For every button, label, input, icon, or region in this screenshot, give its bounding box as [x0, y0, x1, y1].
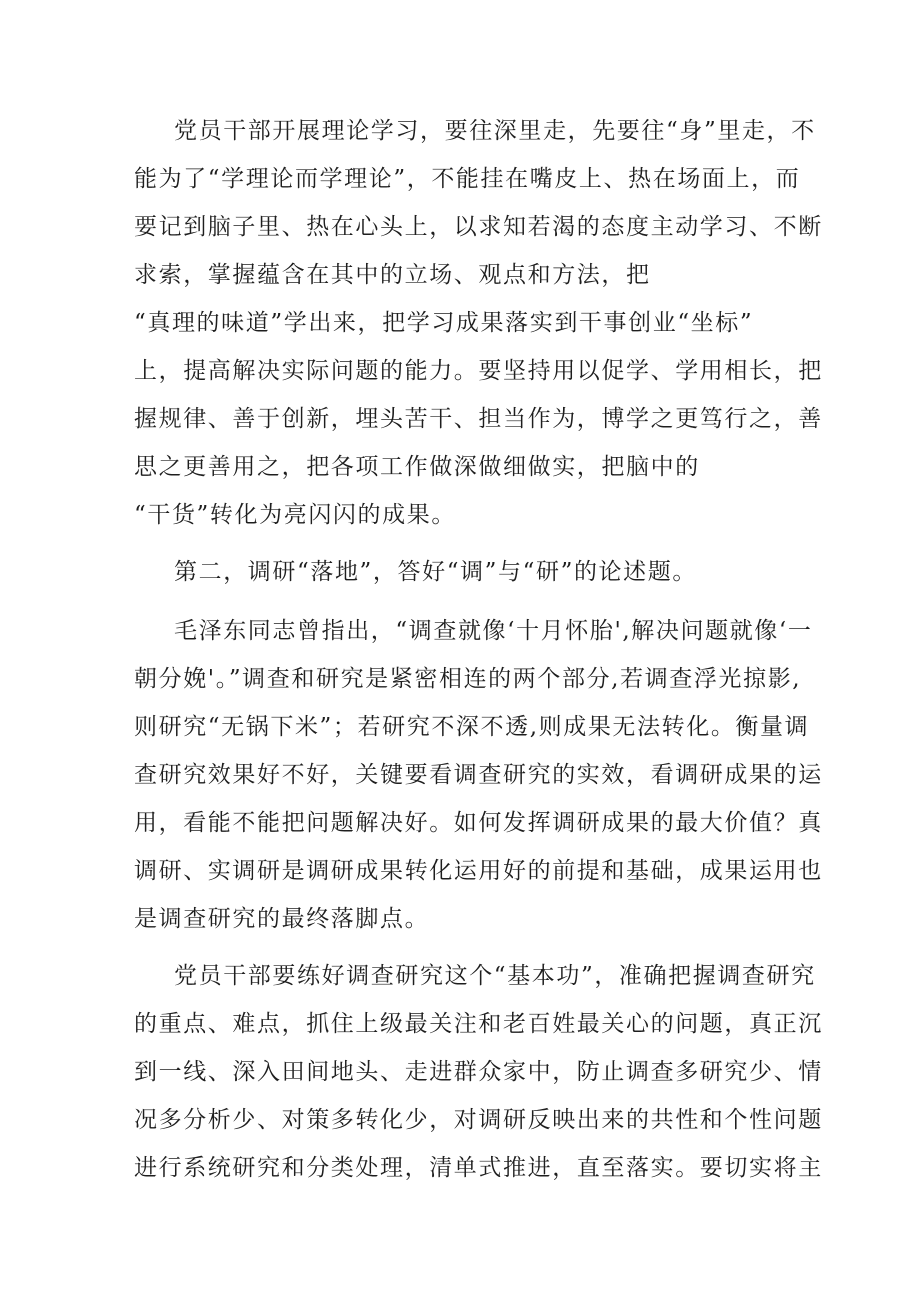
text-line: 握规律、善于创新，埋头苦干、担当作为，博学之更笃行之，善 — [134, 406, 823, 432]
text-line: 能为了“学理论而学理论”，不能挂在嘴皮上、热在场面上，而 — [134, 166, 801, 192]
text-line: 思之更善用之，把各项工作做深做细做实，把脑中的 — [134, 454, 700, 480]
section-heading: 第二，调研“落地”，答好“调”与“研”的论述题。 — [174, 559, 697, 585]
text-line: 调研、实调研是调研成果转化运用好的前提和基础，成果运用也 — [134, 858, 823, 884]
text-line: “干货”转化为亮闪闪的成果。 — [134, 502, 456, 528]
text-line: 进行系统研究和分类处理，清单式推进，直至落实。要切实将主 — [134, 1155, 823, 1181]
text-line: 则研究“无锅下米”；若研究不深不透,则成果无法转化。衡量调 — [134, 714, 810, 740]
text-line: 上，提高解决实际问题的能力。要坚持用以促学、学用相长，把 — [134, 358, 823, 384]
text-line: 要记到脑子里、热在心头上，以求知若渴的态度主动学习、不断 — [134, 214, 823, 240]
text-line: 党员干部开展理论学习，要往深里走，先要往“身”里走，不 — [174, 118, 816, 144]
text-line: 党员干部要练好调查研究这个“基本功”，准确把握调查研究 — [174, 963, 816, 989]
text-line: 的重点、难点，抓住上级最关注和老百姓最关心的问题，真正沉 — [134, 1011, 823, 1037]
text-line: 毛泽东同志曾指出，“调查就像‘十月怀胎',解决问题就像‘一 — [174, 618, 813, 644]
text-line: 求索，掌握蕴含在其中的立场、观点和方法，把 — [134, 262, 651, 288]
text-line: 用，看能不能把问题解决好。如何发挥调研成果的最大价值？真 — [134, 810, 823, 836]
text-line: 况多分析少、对策多转化少，对调研反映出来的共性和个性问题 — [134, 1107, 823, 1133]
text-line: “真理的味道”学出来，把学习成果落实到干事创业“坐标” — [134, 310, 754, 336]
text-line: 查研究效果好不好，关键要看调查研究的实效，看调研成果的运 — [134, 762, 823, 788]
text-line: 朝分娩'。”调查和研究是紧密相连的两个部分,若调查浮光掠影, — [134, 666, 802, 692]
text-line: 是调查研究的最终落脚点。 — [134, 906, 430, 932]
text-line: 到一线、深入田间地头、走进群众家中，防止调查多研究少、情 — [134, 1059, 823, 1085]
